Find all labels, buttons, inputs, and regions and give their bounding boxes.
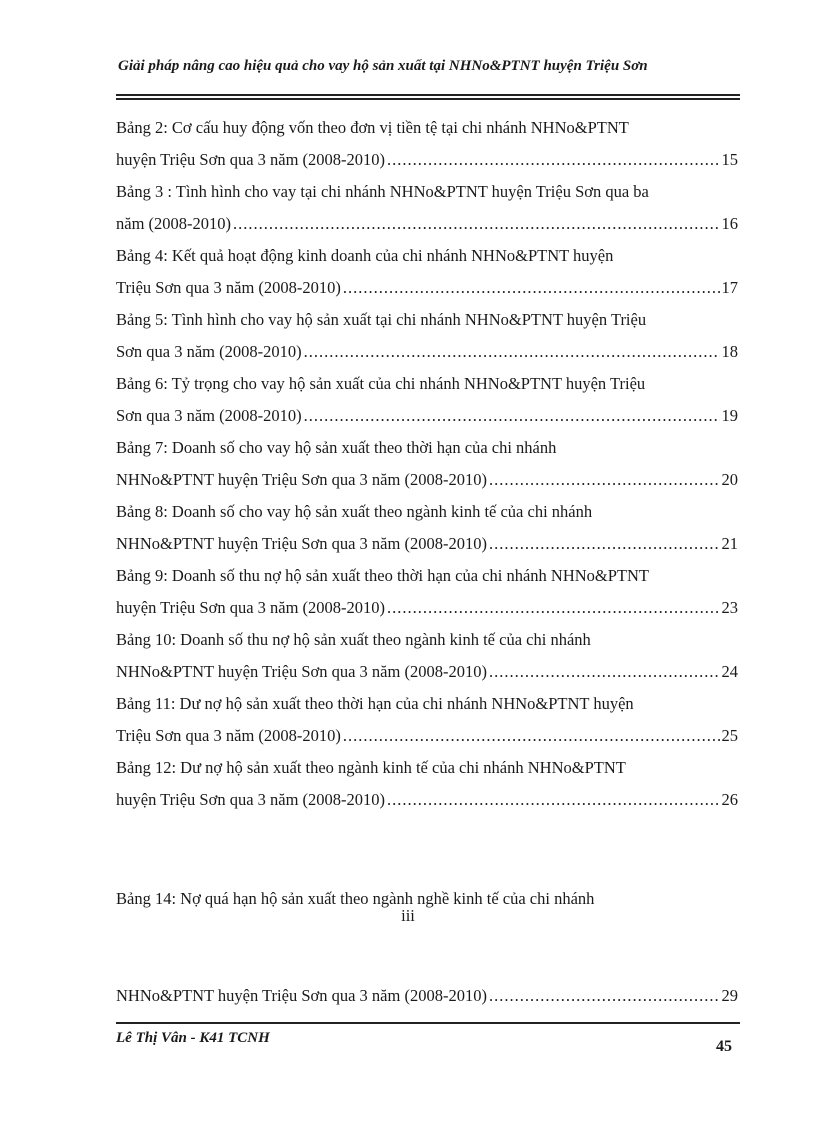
toc-leader bbox=[489, 656, 720, 688]
toc-leader bbox=[489, 464, 720, 496]
footer-rule bbox=[116, 1022, 740, 1024]
toc-page-number: 24 bbox=[721, 662, 738, 681]
footer-author: Lê Thị Vân - K41 TCNH bbox=[116, 1030, 270, 1046]
toc-entry-line1: Bảng 3 : Tình hình cho vay tại chi nhánh NHNo&PTNT huyện Triệu Sơn qua ba bbox=[116, 182, 649, 201]
footer-page-number: 45 bbox=[716, 1038, 732, 1055]
toc-entry-line2: huyện Triệu Sơn qua 3 năm (2008-2010) ..... 23 bbox=[116, 592, 738, 624]
toc-page-number: 17 bbox=[721, 278, 738, 297]
toc-page-number: 23 bbox=[721, 598, 738, 617]
toc-leader bbox=[233, 208, 719, 240]
toc-leader bbox=[489, 528, 720, 560]
toc-entry[interactable] bbox=[116, 304, 738, 368]
toc-entry-line2: Triệu Sơn qua 3 năm (2008-2010) ..... 17 bbox=[116, 272, 738, 304]
toc-page-number: 29 bbox=[721, 986, 738, 1005]
header-rule-bottom bbox=[116, 98, 740, 100]
toc-entry-line1: Bảng 10: Doanh số thu nợ hộ sản xuất theo ngành kinh tế của chi nhánh bbox=[116, 630, 591, 649]
toc-page-number: 25 bbox=[721, 726, 738, 745]
toc-entry[interactable] bbox=[116, 496, 738, 560]
page-header-title: Giải pháp nâng cao hiệu quả cho vay hộ sản xuất tại NHNo&PTNT huyện Triệu Sơn bbox=[118, 58, 648, 74]
toc-entry-line2: năm (2008-2010) ..... 16 bbox=[116, 208, 738, 240]
toc-entry[interactable] bbox=[116, 688, 738, 752]
toc-entry-line1: Bảng 4: Kết quả hoạt động kinh doanh của chi nhánh NHNo&PTNT huyện bbox=[116, 246, 614, 265]
toc-entry-continued[interactable] bbox=[116, 980, 738, 1012]
toc-leader bbox=[304, 336, 720, 368]
toc-entry[interactable] bbox=[116, 560, 738, 624]
toc-entry[interactable] bbox=[116, 176, 738, 240]
toc-page-number: 21 bbox=[721, 534, 738, 553]
toc-leader bbox=[489, 980, 720, 1012]
toc-page-number: 20 bbox=[721, 470, 738, 489]
toc-entry[interactable] bbox=[116, 752, 738, 816]
toc-entry-line2: NHNo&PTNT huyện Triệu Sơn qua 3 năm (2008-2010) ..... 21 bbox=[116, 528, 738, 560]
toc-entry-line1: Bảng 2: Cơ cấu huy động vốn theo đơn vị tiền tệ tại chi nhánh NHNo&PTNT bbox=[116, 118, 629, 137]
toc-entry[interactable] bbox=[116, 112, 738, 176]
toc-entry-line1: Bảng 9: Doanh số thu nợ hộ sản xuất theo thời hạn của chi nhánh NHNo&PTNT bbox=[116, 566, 649, 585]
toc-entry-line2: huyện Triệu Sơn qua 3 năm (2008-2010) ..... 26 bbox=[116, 784, 738, 816]
toc-page-number: 18 bbox=[721, 342, 738, 361]
toc-entry-line2: Sơn qua 3 năm (2008-2010) ..... 19 bbox=[116, 400, 738, 432]
toc-entry[interactable] bbox=[116, 240, 738, 304]
toc-entry-line2: NHNo&PTNT huyện Triệu Sơn qua 3 năm (2008-2010) bbox=[116, 986, 487, 1005]
toc-entry-line1: Bảng 8: Doanh số cho vay hộ sản xuất theo ngành kinh tế của chi nhánh bbox=[116, 502, 593, 521]
toc-entry[interactable] bbox=[116, 432, 738, 496]
toc-page-number: 16 bbox=[721, 214, 738, 233]
toc-page-number: 26 bbox=[721, 790, 738, 809]
table-of-contents bbox=[116, 112, 738, 816]
toc-page-number: 15 bbox=[721, 150, 738, 169]
toc-leader bbox=[304, 400, 720, 432]
toc-entry-cut[interactable]: Bảng 14: Nợ quá hạn hộ sản xuất theo ngành nghề kinh tế của chi nhánh bbox=[116, 889, 595, 908]
toc-leader bbox=[387, 784, 719, 816]
header-rule-top bbox=[116, 94, 740, 96]
toc-entry-line1: Bảng 6: Tỷ trọng cho vay hộ sản xuất của chi nhánh NHNo&PTNT huyện Triệu bbox=[116, 374, 646, 393]
toc-entry-line2: NHNo&PTNT huyện Triệu Sơn qua 3 năm (2008-2010) ..... 20 bbox=[116, 464, 738, 496]
toc-entry-line1: Bảng 5: Tình hình cho vay hộ sản xuất tại chi nhánh NHNo&PTNT huyện Triệu bbox=[116, 310, 647, 329]
toc-leader bbox=[387, 144, 719, 176]
toc-entry-line1: Bảng 7: Doanh số cho vay hộ sản xuất theo thời hạn của chi nhánh bbox=[116, 438, 557, 457]
toc-entry[interactable] bbox=[116, 624, 738, 688]
roman-page-number: iii bbox=[401, 906, 415, 925]
toc-entry-line1: Bảng 11: Dư nợ hộ sản xuất theo thời hạn của chi nhánh NHNo&PTNT huyện bbox=[116, 694, 634, 713]
toc-leader bbox=[343, 720, 720, 752]
toc-page-number: 19 bbox=[721, 406, 738, 425]
toc-entry[interactable] bbox=[116, 368, 738, 432]
toc-leader bbox=[343, 272, 720, 304]
toc-entry-line2: Sơn qua 3 năm (2008-2010) ..... 18 bbox=[116, 336, 738, 368]
toc-entry-line2: Triệu Sơn qua 3 năm (2008-2010) ..... 25 bbox=[116, 720, 738, 752]
toc-entry-line2: huyện Triệu Sơn qua 3 năm (2008-2010) ..... 15 bbox=[116, 144, 738, 176]
toc-entry-line2: NHNo&PTNT huyện Triệu Sơn qua 3 năm (2008-2010) ..... 24 bbox=[116, 656, 738, 688]
toc-leader bbox=[387, 592, 719, 624]
toc-entry-line1: Bảng 12: Dư nợ hộ sản xuất theo ngành kinh tế của chi nhánh NHNo&PTNT bbox=[116, 758, 626, 777]
